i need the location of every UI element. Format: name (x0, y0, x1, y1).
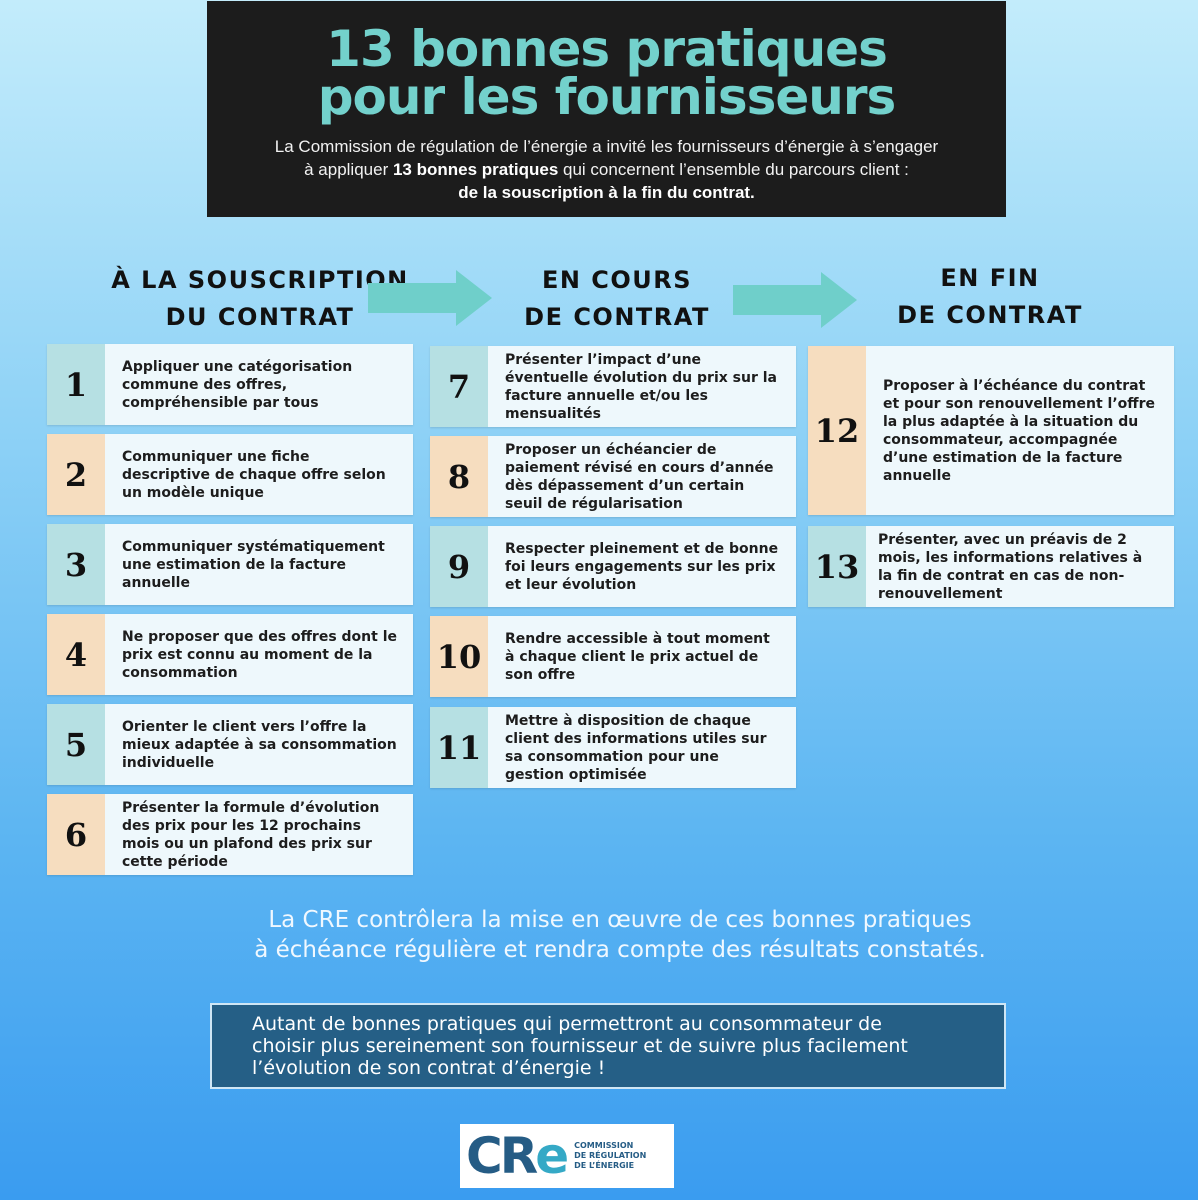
column-title-line-2: DU CONTRAT (165, 303, 355, 331)
column-title-line-2: DE CONTRAT (524, 303, 710, 331)
logo-subtitle: COMMISSION DE RÉGULATION DE L’ÉNERGIE (574, 1141, 647, 1170)
practice-text: Proposer à l’échéance du contrat et pour son renouvellement l’offre la plus adaptée à la situation du consommateur, accompagnée d’une estimation de la facture annuelle (866, 346, 1174, 515)
practice-card-1 (47, 344, 413, 425)
intro-line-2-pre: à appliquer (304, 160, 393, 179)
practice-card-9 (430, 526, 796, 607)
header-banner (207, 1, 1006, 217)
practice-card-8 (430, 436, 796, 517)
practice-card-10 (430, 616, 796, 697)
column-title-line-2: DE CONTRAT (897, 301, 1083, 329)
practice-text: Orienter le client vers l’offre la mieux adaptée à sa consommation individuelle (105, 704, 413, 785)
practice-text: Présenter, avec un préavis de 2 mois, les informations relatives à la fin de contrat en cas de non-renouvellement (866, 526, 1174, 607)
footer-message-box (210, 1003, 1006, 1089)
title-line-1: 13 bonnes pratiques (326, 20, 887, 78)
closing-line-2: à échéance régulière et rendra compte des résultats constatés. (254, 937, 986, 963)
intro-text (207, 135, 1006, 204)
practice-card-4 (47, 614, 413, 695)
practice-number: 7 (430, 346, 488, 427)
practice-text: Mettre à disposition de chaque client des informations utiles sur sa consommation pour une gestion optimisée (488, 707, 796, 788)
practice-card-6 (47, 794, 413, 875)
footer-line-1: Autant de bonnes pratiques qui permettront au consommateur de (252, 1013, 882, 1035)
practice-card-3 (47, 524, 413, 605)
practice-number: 2 (47, 434, 105, 515)
logo-mark-accent: e (535, 1127, 567, 1185)
practice-number: 10 (430, 616, 488, 697)
practice-text: Présenter l’impact d’une éventuelle évolution du prix sur la facture annuelle et/ou les mensualités (488, 346, 796, 427)
practice-text: Rendre accessible à tout moment à chaque client le prix actuel de son offre (488, 616, 796, 697)
practice-card-13 (808, 526, 1174, 607)
practice-text: Communiquer systématiquement une estimation de la facture annuelle (105, 524, 413, 605)
intro-line-2-post: qui concernent l’ensemble du parcours client : (558, 160, 909, 179)
intro-line-3: de la souscription à la fin du contrat. (458, 183, 755, 202)
cre-logo (460, 1124, 674, 1188)
practice-number: 11 (430, 707, 488, 788)
practice-text: Ne proposer que des offres dont le prix est connu au moment de la consommation (105, 614, 413, 695)
closing-line-1: La CRE contrôlera la mise en œuvre de ces bonnes pratiques (268, 907, 972, 933)
practice-text: Proposer un échéancier de paiement révisé en cours d’année dès dépassement d’un certain seuil de régularisation (488, 436, 796, 517)
column-title-en-cours (467, 262, 767, 336)
practice-number: 3 (47, 524, 105, 605)
logo-mark (466, 1127, 567, 1185)
practice-number: 6 (47, 794, 105, 875)
practice-number: 4 (47, 614, 105, 695)
arrow-right-icon (733, 272, 859, 328)
practice-number: 12 (808, 346, 866, 515)
intro-line-1: La Commission de régulation de l’énergie a invité les fournisseurs d’énergie à s’engager (274, 137, 939, 156)
practice-number: 1 (47, 344, 105, 425)
column-title-line-1: À LA SOUSCRIPTION (111, 266, 409, 294)
practice-text: Présenter la formule d’évolution des prix pour les 12 prochains mois ou un plafond des prix sur cette période (105, 794, 413, 875)
column-title-line-1: EN FIN (940, 264, 1040, 292)
practice-number: 5 (47, 704, 105, 785)
column-title-fin (840, 260, 1140, 334)
practice-card-2 (47, 434, 413, 515)
page-title (207, 1, 1006, 126)
practice-number: 8 (430, 436, 488, 517)
footer-line-3: l’évolution de son contrat d’énergie ! (252, 1057, 606, 1079)
practice-number: 9 (430, 526, 488, 607)
practice-text: Communiquer une fiche descriptive de chaque offre selon un modèle unique (105, 434, 413, 515)
practice-card-11 (430, 707, 796, 788)
closing-statement (100, 905, 1140, 965)
practice-number: 13 (808, 526, 866, 607)
arrow-right-icon (368, 270, 494, 326)
practice-card-12 (808, 346, 1174, 515)
footer-line-2: choisir plus sereinement son fournisseur et de suivre plus facilement (252, 1035, 908, 1057)
practice-card-7 (430, 346, 796, 427)
intro-line-2-bold: 13 bonnes pratiques (392, 160, 559, 179)
practice-text: Respecter pleinement et de bonne foi leurs engagements sur les prix et leur évolution (488, 526, 796, 607)
logo-mark-letters: CR (466, 1127, 536, 1185)
practice-card-5 (47, 704, 413, 785)
practice-text: Appliquer une catégorisation commune des offres, compréhensible par tous (105, 344, 413, 425)
column-title-line-1: EN COURS (541, 266, 693, 294)
title-line-2: pour les fournisseurs (317, 68, 896, 126)
